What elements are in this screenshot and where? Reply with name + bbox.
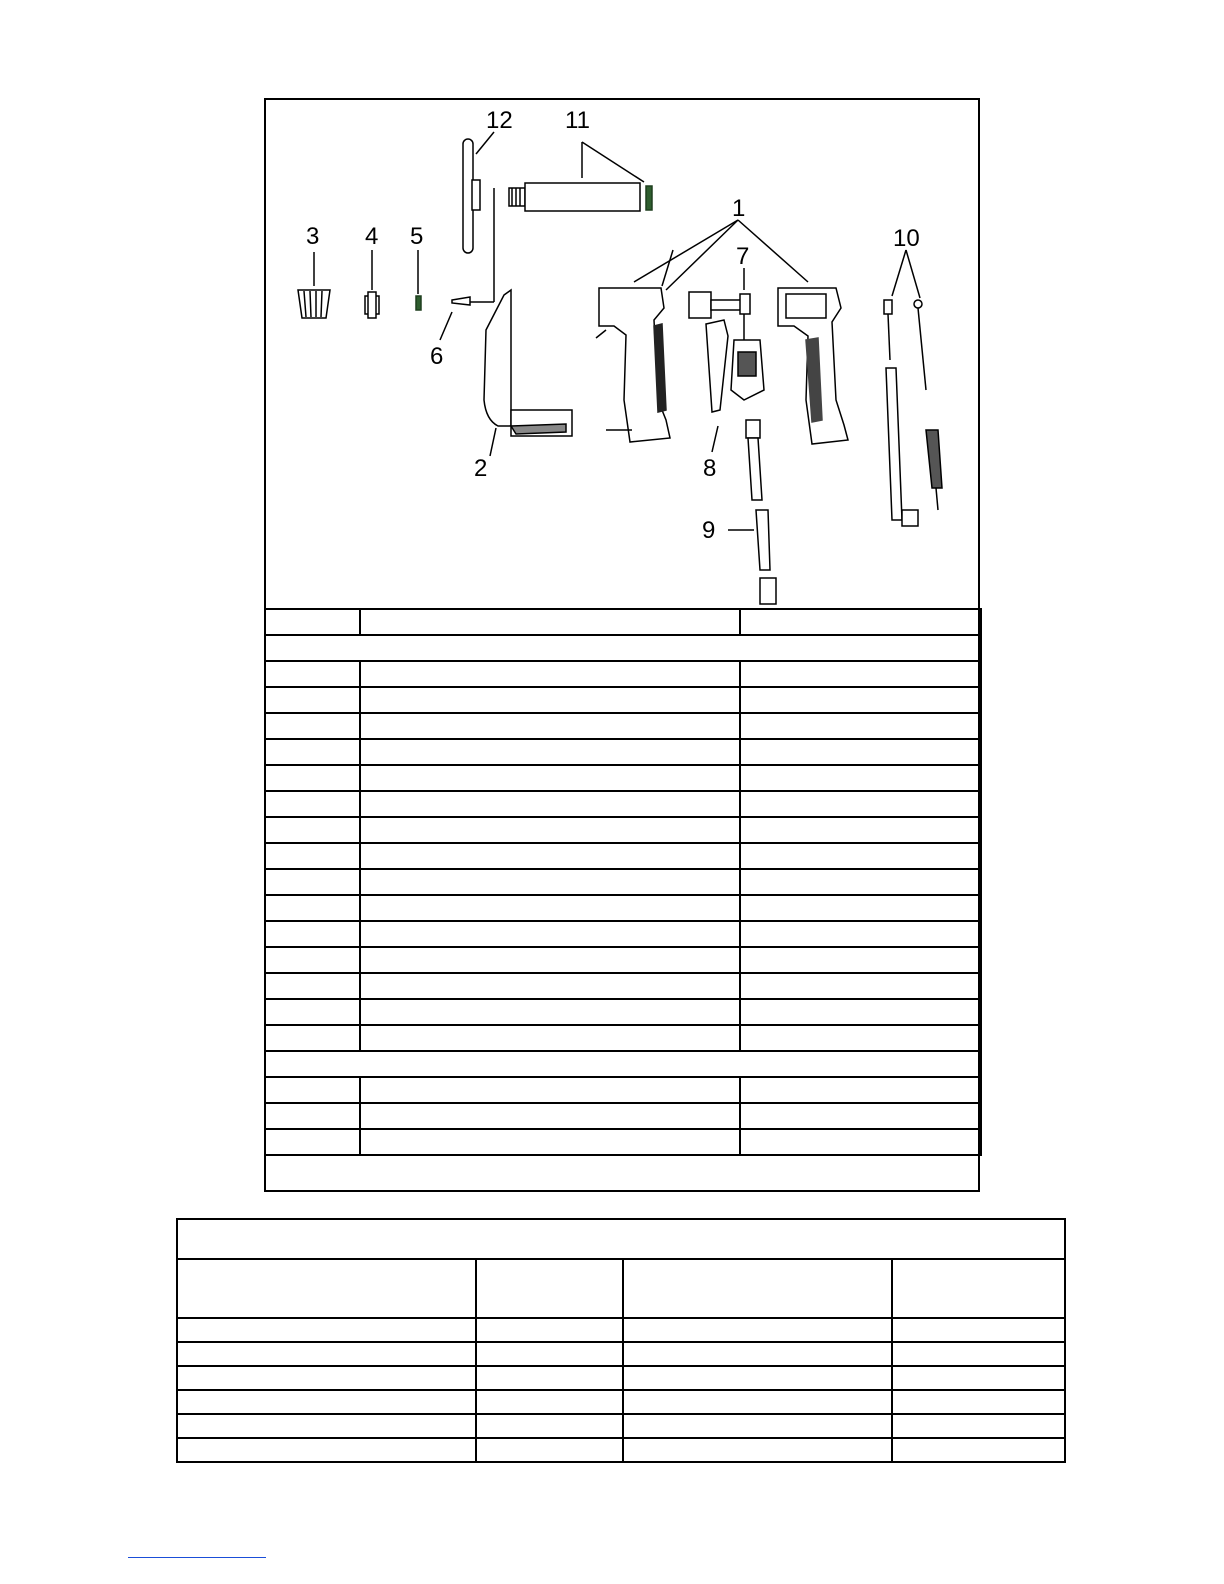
parts-row <box>265 843 981 869</box>
parts-row-cell <box>360 895 740 921</box>
parts-row <box>265 791 981 817</box>
callout-10: 10 <box>893 225 920 252</box>
callout-9: 9 <box>702 517 716 544</box>
part-12-spatula <box>463 139 480 253</box>
part-8-trigger <box>706 320 728 412</box>
spec-row-cell <box>623 1318 892 1342</box>
parts-row-cell <box>740 973 981 999</box>
parts-row-cell <box>265 921 360 947</box>
parts-row-cell <box>265 843 360 869</box>
parts-row <box>265 713 981 739</box>
parts-row-cell <box>265 895 360 921</box>
callout-3: 3 <box>306 223 320 250</box>
spec-row-cell <box>623 1366 892 1390</box>
spec-row-cell <box>623 1342 892 1366</box>
spec-row-cell <box>476 1390 623 1414</box>
parts-row-cell <box>360 713 740 739</box>
parts-row <box>265 1077 981 1103</box>
parts-row-cell <box>360 999 740 1025</box>
parts-row <box>265 739 981 765</box>
spec-row-cell <box>177 1414 476 1438</box>
spec-row <box>177 1414 1065 1438</box>
parts-row-cell <box>360 947 740 973</box>
parts-row-cell <box>265 739 360 765</box>
parts-row-cell <box>740 843 981 869</box>
parts-row-cell <box>265 1077 360 1103</box>
callout-11: 11 <box>565 107 590 134</box>
parts-row-cell <box>740 765 981 791</box>
parts-row-cell <box>740 895 981 921</box>
parts-section-label <box>265 635 981 661</box>
parts-row <box>265 765 981 791</box>
parts-row-cell <box>265 791 360 817</box>
parts-row-cell <box>360 973 740 999</box>
parts-row-cell <box>740 947 981 973</box>
parts-section-row <box>265 1051 981 1077</box>
spec-row-cell <box>177 1438 476 1462</box>
spec-header-row-cell <box>177 1259 476 1318</box>
spec-row-cell <box>476 1342 623 1366</box>
spec-row <box>177 1342 1065 1366</box>
spec-row <box>177 1366 1065 1390</box>
callout-6: 6 <box>430 343 444 370</box>
parts-row <box>265 869 981 895</box>
parts-row-cell <box>740 791 981 817</box>
part-4-fitting <box>365 292 379 318</box>
spec-row-cell <box>177 1318 476 1342</box>
parts-row-cell <box>265 869 360 895</box>
parts-row <box>265 947 981 973</box>
parts-row-cell <box>740 999 981 1025</box>
spec-row-cell <box>892 1438 1065 1462</box>
callout-12: 12 <box>486 107 513 134</box>
parts-header-row-cell <box>740 609 981 635</box>
spec-row <box>177 1438 1065 1462</box>
spec-row-cell <box>623 1438 892 1462</box>
spec-row-cell <box>177 1342 476 1366</box>
parts-row-cell <box>360 661 740 687</box>
parts-list-table <box>264 608 982 1156</box>
parts-row-cell <box>360 1129 740 1155</box>
parts-row-cell <box>360 843 740 869</box>
parts-row-cell <box>265 1103 360 1129</box>
exploded-view-drawing <box>266 100 978 608</box>
parts-row-cell <box>360 921 740 947</box>
parts-section-label <box>265 1051 981 1077</box>
spec-row-cell <box>892 1366 1065 1390</box>
spec-row-cell <box>623 1414 892 1438</box>
spec-row-cell <box>476 1438 623 1462</box>
parts-row-cell <box>740 921 981 947</box>
parts-row-cell <box>360 739 740 765</box>
parts-row <box>265 895 981 921</box>
parts-row-cell <box>740 1025 981 1051</box>
spec-row-cell <box>177 1390 476 1414</box>
parts-row <box>265 817 981 843</box>
parts-row-cell <box>265 817 360 843</box>
callout-7: 7 <box>736 243 750 270</box>
parts-row-cell <box>360 687 740 713</box>
spec-row-cell <box>892 1342 1065 1366</box>
parts-row-cell <box>265 765 360 791</box>
parts-row-cell <box>265 713 360 739</box>
parts-row-cell <box>740 869 981 895</box>
spec-header-row-cell <box>892 1259 1065 1318</box>
spec-header-row-cell <box>623 1259 892 1318</box>
parts-row <box>265 921 981 947</box>
callout-4: 4 <box>365 223 379 250</box>
part-3-knurled-cap <box>298 290 330 318</box>
callout-1: 1 <box>732 195 746 222</box>
parts-row-cell <box>740 713 981 739</box>
callout-2: 2 <box>474 455 488 482</box>
spec-row <box>177 1390 1065 1414</box>
parts-header-row <box>265 609 981 635</box>
parts-row-cell <box>740 1077 981 1103</box>
spec-row-cell <box>892 1390 1065 1414</box>
parts-row-cell <box>740 817 981 843</box>
footer-link[interactable] <box>128 1557 266 1558</box>
spec-header-row-cell <box>476 1259 623 1318</box>
part-2-side-cover <box>484 290 572 436</box>
parts-row-cell <box>360 1025 740 1051</box>
callout-8: 8 <box>703 455 717 482</box>
parts-header-row-cell <box>360 609 740 635</box>
parts-row <box>265 1025 981 1051</box>
spec-row-cell <box>476 1318 623 1342</box>
spec-row-cell <box>623 1390 892 1414</box>
parts-row <box>265 1129 981 1155</box>
parts-row-cell <box>740 661 981 687</box>
parts-row-cell <box>265 947 360 973</box>
parts-row-cell <box>360 765 740 791</box>
part-11-tube <box>509 183 652 211</box>
spec-row-cell <box>892 1414 1065 1438</box>
part-10-lead-wires <box>884 300 942 526</box>
specification-table <box>176 1218 1066 1463</box>
parts-row-cell <box>740 739 981 765</box>
parts-row <box>265 1103 981 1129</box>
spec-row-cell <box>476 1366 623 1390</box>
callout-5: 5 <box>410 223 424 250</box>
parts-row <box>265 661 981 687</box>
parts-row-cell <box>265 1025 360 1051</box>
spec-row-cell <box>177 1366 476 1390</box>
parts-row-cell <box>360 1103 740 1129</box>
parts-row-cell <box>740 1103 981 1129</box>
spec-header-row <box>177 1259 1065 1318</box>
parts-row-cell <box>360 791 740 817</box>
parts-header-row-cell <box>265 609 360 635</box>
parts-row <box>265 687 981 713</box>
parts-section-row <box>265 635 981 661</box>
parts-row-cell <box>740 1129 981 1155</box>
part-6-tip <box>452 297 470 305</box>
parts-row-cell <box>265 999 360 1025</box>
spec-title <box>177 1219 1065 1259</box>
part-9-hose <box>746 420 776 604</box>
parts-row-cell <box>740 687 981 713</box>
parts-row-cell <box>360 869 740 895</box>
spec-row-cell <box>476 1414 623 1438</box>
part-5-o-ring <box>416 296 421 310</box>
part-1-right-handle <box>778 288 848 444</box>
parts-row-cell <box>265 973 360 999</box>
spec-row-cell <box>892 1318 1065 1342</box>
parts-row-cell <box>265 1129 360 1155</box>
parts-row-cell <box>360 817 740 843</box>
part-1-left-handle <box>596 250 673 442</box>
parts-row-cell <box>265 661 360 687</box>
parts-row-cell <box>265 687 360 713</box>
spec-row <box>177 1318 1065 1342</box>
parts-row <box>265 973 981 999</box>
spec-title-row <box>177 1219 1065 1259</box>
parts-row-cell <box>360 1077 740 1103</box>
parts-row <box>265 999 981 1025</box>
